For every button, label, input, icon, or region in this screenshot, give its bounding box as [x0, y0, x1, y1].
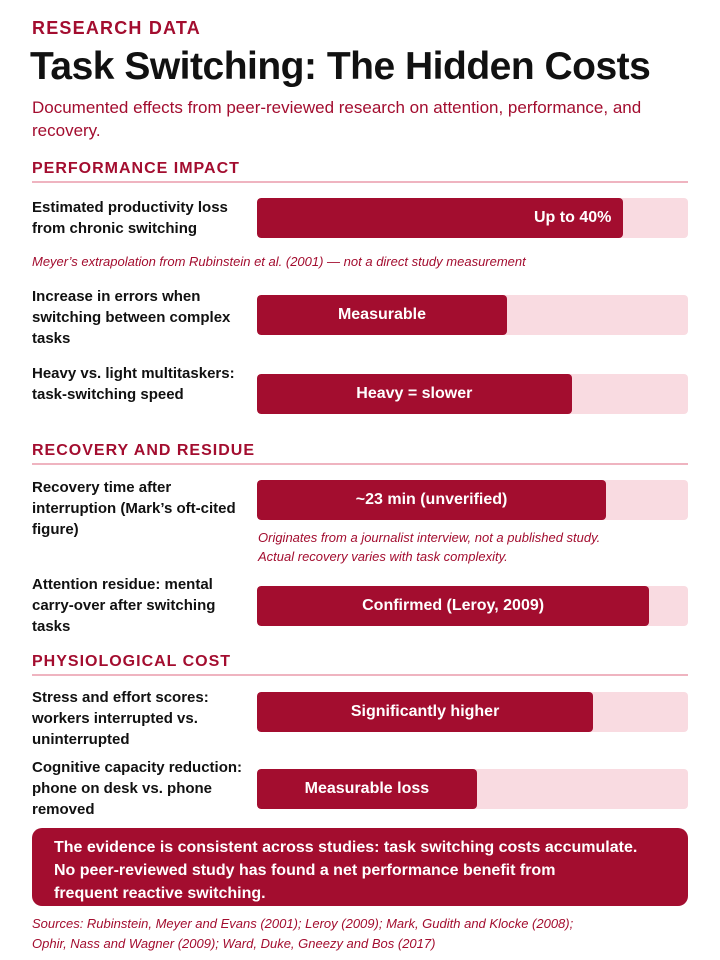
bar-value: Up to 40% [534, 209, 612, 226]
bar-track [257, 198, 688, 238]
section-heading-physiological: PHYSIOLOGICAL COST [32, 653, 232, 670]
bar-track [257, 692, 688, 732]
section-rule [32, 674, 688, 676]
bar-track [257, 374, 688, 414]
section-rule [32, 181, 688, 183]
row-label: Heavy vs. light multitaskers: task-switching speed [32, 365, 235, 403]
row-note: Actual recovery varies with task complexity. [258, 549, 508, 564]
bar-track [257, 586, 688, 626]
row-label: Estimated productivity loss from chronic switching [32, 199, 228, 237]
row-label: Recovery time after interruption (Mark’s oft-cited figure) [32, 479, 236, 538]
bar-value: ~23 min (unverified) [355, 491, 508, 508]
section-rule [32, 463, 688, 465]
bar-fill [257, 480, 606, 520]
bar-fill [257, 198, 623, 238]
bar-value: Significantly higher [350, 703, 500, 720]
row-note: Meyer’s extrapolation from Rubinstein et al. (2001) — not a direct study measurement [32, 254, 526, 269]
bar-value: Measurable loss [304, 780, 430, 797]
subtitle: Documented effects from peer-reviewed research on attention, performance, and recovery. [32, 98, 642, 140]
row-label: Increase in errors when switching between complex tasks [32, 288, 231, 347]
bar-track [257, 295, 688, 335]
bar-fill [257, 692, 593, 732]
page-title: Task Switching: The Hidden Costs [30, 45, 651, 88]
callout-line: The evidence is consistent across studies: task switching costs accumulate. [54, 839, 638, 856]
callout-line: frequent reactive switching. [54, 885, 266, 902]
sources-line: Ophir, Nass and Wagner (2009); Ward, Duke, Gneezy and Bos (2017) [32, 936, 436, 951]
section-heading-performance: PERFORMANCE IMPACT [32, 160, 240, 177]
sources [32, 914, 692, 954]
bar-fill [257, 586, 649, 626]
sources-line: Sources: Rubinstein, Meyer and Evans (2001); Leroy (2009); Mark, Gudith and Klocke (2008); [32, 916, 574, 931]
bar-fill [257, 295, 507, 335]
bar-track [257, 480, 688, 520]
row-label: Attention residue: mental carry-over after switching tasks [32, 576, 216, 635]
conclusion-callout [32, 828, 688, 906]
callout-line: No peer-reviewed study has found a net performance benefit from [54, 862, 556, 879]
row-label: Cognitive capacity reduction: phone on desk vs. phone removed [32, 759, 243, 818]
kicker: RESEARCH DATA [32, 18, 201, 38]
bar-track [257, 769, 688, 809]
bar-fill [257, 374, 572, 414]
bar-fill [257, 769, 477, 809]
bar-value: Measurable [337, 306, 426, 323]
row-label: Stress and effort scores: workers interrupted vs. uninterrupted [32, 689, 209, 748]
section-heading-recovery: RECOVERY AND RESIDUE [32, 442, 255, 459]
bar-value: Heavy = slower [356, 385, 473, 402]
bar-value: Confirmed (Leroy, 2009) [362, 597, 545, 614]
row-note: Originates from a journalist interview, not a published study. [258, 530, 601, 545]
